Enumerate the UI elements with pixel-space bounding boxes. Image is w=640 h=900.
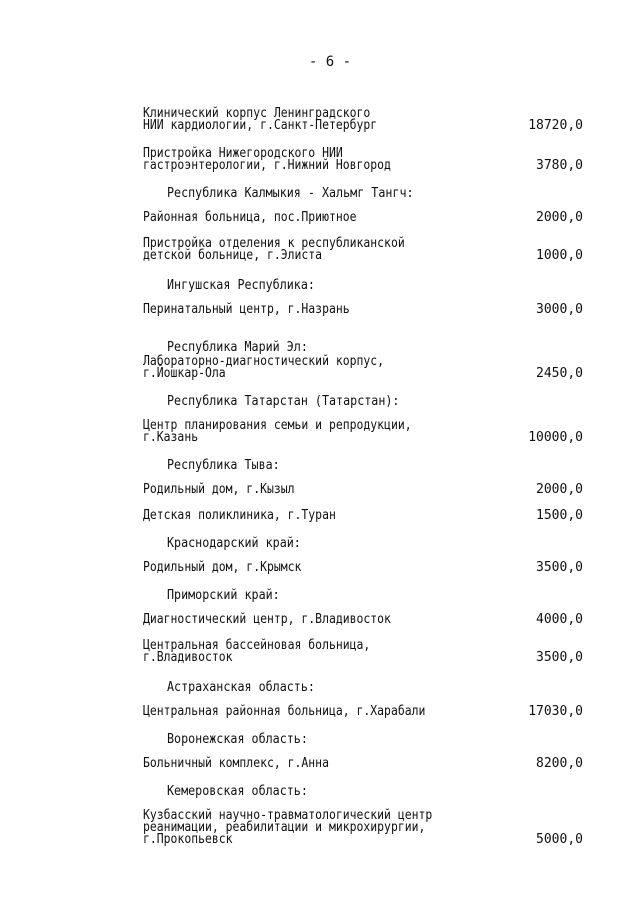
- facility-name-line: Районная больница, пос.Приютное: [143, 210, 357, 225]
- facility-entry: [143, 562, 583, 574]
- facility-name: [143, 356, 530, 380]
- facility-name: [143, 148, 530, 172]
- facility-entry: [143, 640, 583, 664]
- facility-name-line: Пристройка Нижегородского НИИ: [143, 146, 343, 161]
- facility-name-line: НИИ кардиологии, г.Санкт-Петербург: [143, 118, 378, 133]
- facility-entry: [143, 148, 583, 172]
- facility-name: [143, 304, 530, 316]
- facility-name: [143, 810, 530, 846]
- amount-value: 2000,0: [536, 482, 583, 497]
- region-heading: Кемеровская область:: [167, 784, 308, 799]
- facility-name-line: Центральная районная больница, г.Харабали: [143, 704, 426, 719]
- facility-name-line: Диагностический центр, г.Владивосток: [143, 612, 391, 627]
- amount-value: 17030,0: [528, 704, 583, 719]
- page-number: - 6 -: [308, 54, 352, 70]
- region-heading: Республика Тыва:: [167, 458, 280, 473]
- facility-name-line: гастроэнтерологии, г.Нижний Новгород: [143, 158, 391, 173]
- facility-name: [143, 108, 530, 132]
- region-heading: Ингушская Республика:: [167, 278, 315, 293]
- facility-name-line: г.Владивосток: [143, 650, 233, 665]
- facility-entry: [143, 614, 583, 626]
- facility-name: [143, 484, 530, 496]
- facility-entry: [143, 810, 583, 846]
- facility-name-line: Перинатальный центр, г.Назрань: [143, 302, 350, 317]
- amount-value: 3780,0: [536, 158, 583, 173]
- amount-value: 3500,0: [536, 560, 583, 575]
- facility-name-line: Родильный дом, г.Крымск: [143, 560, 302, 575]
- amount-value: 1500,0: [536, 508, 583, 523]
- facility-name: [143, 510, 530, 522]
- facility-entry: [143, 510, 583, 522]
- facility-name-line: детской больнице, г.Элиста: [143, 248, 323, 263]
- facility-name-line: Родильный дом, г.Кызыл: [143, 482, 295, 497]
- region-heading: Республика Татарстан (Татарстан):: [167, 394, 400, 409]
- facility-entry: [143, 420, 583, 444]
- region-heading: Астраханская область:: [167, 680, 315, 695]
- facility-name: [143, 420, 530, 444]
- facility-name: [143, 212, 530, 224]
- facility-name-line: г.Казань: [143, 430, 199, 445]
- facility-entry: [143, 212, 583, 224]
- facility-entry: [143, 706, 583, 718]
- facility-name-line: реанимации, реабилитации и микрохирургии,: [143, 820, 426, 835]
- facility-name-line: Детская поликлиника, г.Туран: [143, 508, 336, 523]
- facility-name: [143, 562, 530, 574]
- facility-name-line: Пристройка отделения к республиканской: [143, 236, 405, 251]
- facility-entry: [143, 108, 583, 132]
- facility-entry: [143, 356, 583, 380]
- region-heading: Приморский край:: [167, 588, 280, 603]
- facility-name-line: Центр планирования семьи и репродукции,: [143, 418, 412, 433]
- facility-name: [143, 706, 530, 718]
- facility-name-line: Клинический корпус Ленинградского: [143, 106, 371, 121]
- facility-entry: [143, 304, 583, 316]
- facility-name: [143, 238, 530, 262]
- facility-name-line: Лабораторно-диагностический корпус,: [143, 354, 385, 369]
- facility-name-line: Кузбасский научно-травматологический центр: [143, 808, 433, 823]
- region-heading: Республика Марий Эл:: [167, 340, 308, 355]
- amount-value: 3500,0: [536, 650, 583, 665]
- facility-entry: [143, 484, 583, 496]
- amount-value: 18720,0: [528, 118, 583, 133]
- amount-value: 8200,0: [536, 756, 583, 771]
- amount-value: 3000,0: [536, 302, 583, 317]
- amount-value: 4000,0: [536, 612, 583, 627]
- facility-name: [143, 758, 530, 770]
- facility-name-line: г.Йошкар-Ола: [143, 366, 226, 381]
- facility-entry: [143, 758, 583, 770]
- facility-name-line: Больничный комплекс, г.Анна: [143, 756, 329, 771]
- facility-name: [143, 640, 530, 664]
- amount-value: 2000,0: [536, 210, 583, 225]
- amount-value: 5000,0: [536, 832, 583, 847]
- region-heading: Воронежская область:: [167, 732, 308, 747]
- facility-name-line: г.Прокопьевск: [143, 832, 233, 847]
- amount-value: 10000,0: [528, 430, 583, 445]
- amount-value: 2450,0: [536, 366, 583, 381]
- region-heading: Краснодарский край:: [167, 536, 301, 551]
- facility-entry: [143, 238, 583, 262]
- region-heading: Республика Калмыкия - Хальмг Тангч:: [167, 186, 414, 201]
- facility-name: [143, 614, 530, 626]
- amount-value: 1000,0: [536, 248, 583, 263]
- facility-name-line: Центральная бассейновая больница,: [143, 638, 371, 653]
